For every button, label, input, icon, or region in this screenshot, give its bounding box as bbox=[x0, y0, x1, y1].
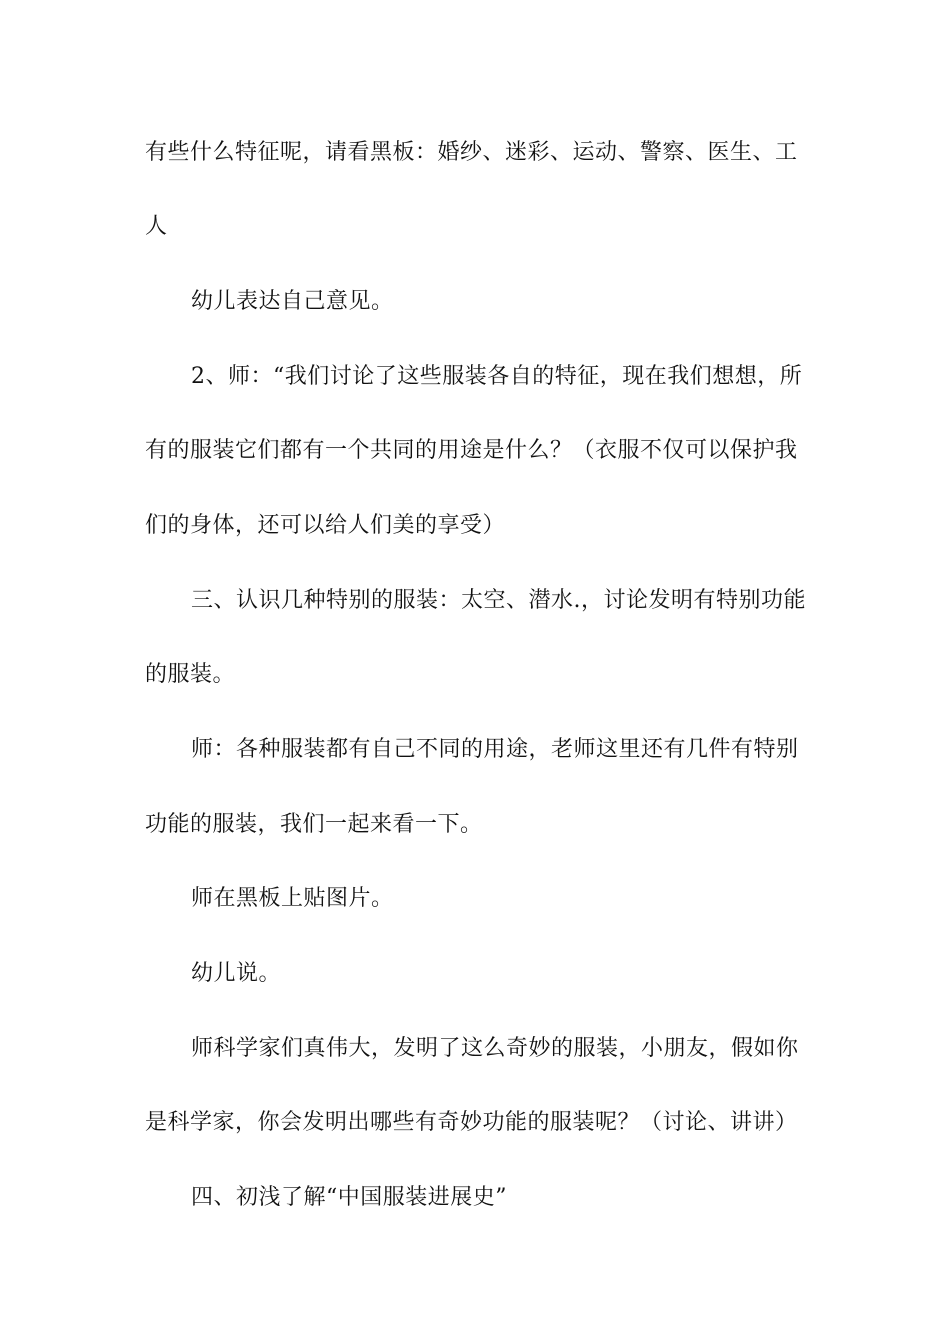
paragraph-line: 2、师：“我们讨论了这些服装各自的特征，现在我们想想，所 bbox=[191, 364, 803, 389]
paragraph-line: 的服装。 bbox=[145, 662, 236, 687]
paragraph-line: 师：各种服装都有自己不同的用途，老师这里还有几件有特别 bbox=[191, 737, 799, 762]
paragraph-line: 师科学家们真伟大，发明了这么奇妙的服装，小朋友，假如你 bbox=[191, 1036, 799, 1061]
paragraph-line: 是科学家，你会发明出哪些有奇妙功能的服装呢？（讨论、讲讲） bbox=[145, 1110, 798, 1135]
paragraph-line: 师在黑板上贴图片。 bbox=[191, 886, 394, 911]
paragraph-line: 幼儿表达自己意见。 bbox=[191, 289, 394, 314]
paragraph-line: 有的服装它们都有一个共同的用途是什么？（衣服不仅可以保护我 bbox=[145, 438, 798, 463]
paragraph-line: 人 bbox=[145, 214, 168, 239]
paragraph-line: 三、认识几种特别的服装：太空、潜水.，讨论发明有特别功能 bbox=[191, 588, 806, 613]
paragraph-line: 幼儿说。 bbox=[191, 961, 282, 986]
paragraph-line: 四、初浅了解“中国服装进展史” bbox=[191, 1185, 507, 1210]
paragraph-line: 有些什么特征呢，请看黑板：婚纱、迷彩、运动、警察、医生、工 bbox=[145, 140, 798, 165]
paragraph-line: 功能的服装，我们一起来看一下。 bbox=[145, 812, 483, 837]
paragraph-line: 们的身体，还可以给人们美的享受） bbox=[145, 513, 506, 538]
